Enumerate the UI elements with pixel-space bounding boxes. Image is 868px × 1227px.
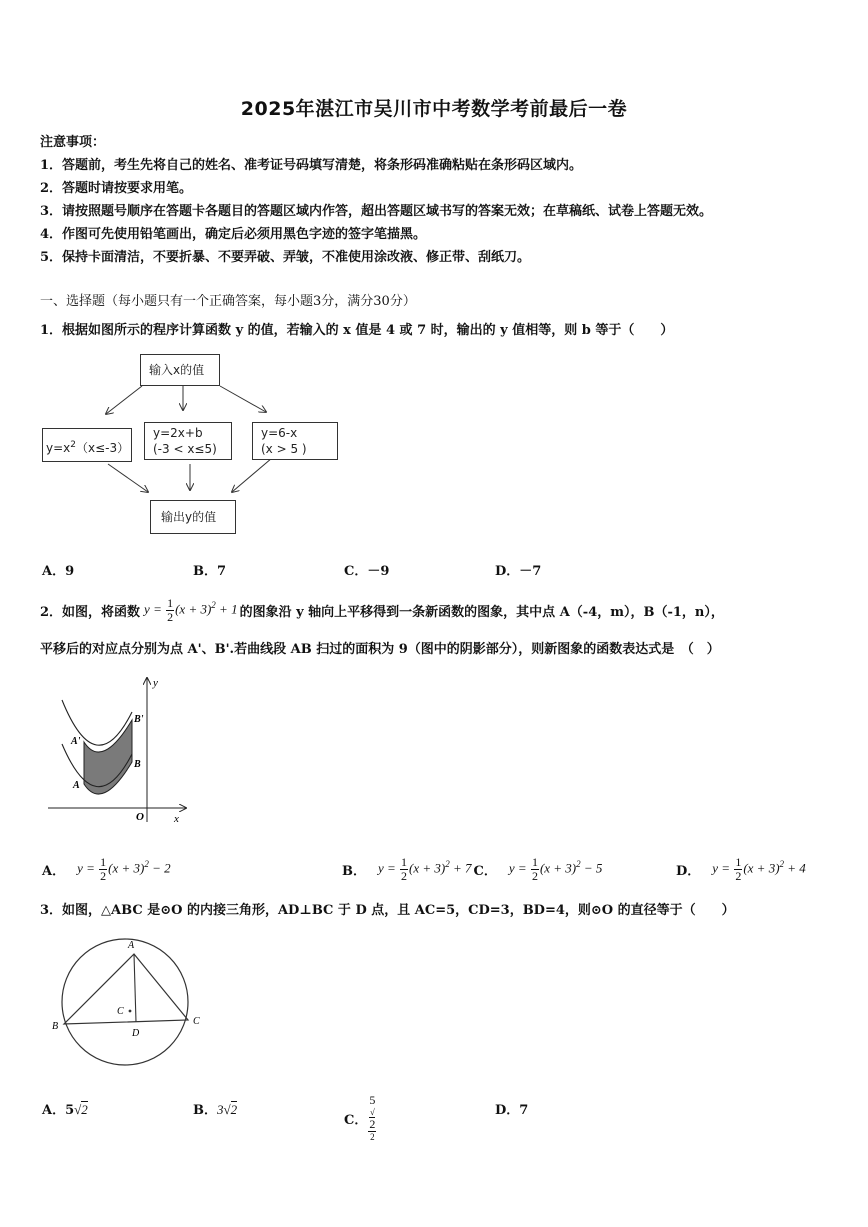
q3-figure-svg <box>50 934 220 1074</box>
triangle-abc <box>64 954 188 1024</box>
expr-frac <box>531 856 539 883</box>
origin-label: O <box>136 811 144 823</box>
frac-denominator: 2 <box>735 869 742 883</box>
q2-func-y: y = <box>144 601 162 617</box>
point-b-label: B <box>134 759 141 770</box>
point-a-prime-label: A' <box>71 736 81 747</box>
coef: 5 <box>369 1093 376 1107</box>
vertex-b-label: B <box>52 1021 59 1032</box>
flow-right-cond: (x > 5 ) <box>261 442 307 456</box>
flow-output-label: 输出y的值 <box>161 510 217 524</box>
flow-right-func: y=6-x <box>261 426 298 440</box>
frac-denominator: 2 <box>401 869 408 883</box>
sqrt-symbol: √ <box>74 1102 82 1117</box>
expr-tail: + 7 <box>449 860 472 876</box>
q2-option-a <box>42 856 171 883</box>
flow-input-label: 输入x的值 <box>149 363 205 377</box>
q2-func-body: (x + 3) <box>175 601 212 617</box>
expr-body: (x + 3) <box>539 860 577 876</box>
sqrt-symbol: √ <box>223 1102 231 1117</box>
note-item: 1．答题前，考生先将自己的姓名、准考证号码填写清楚，将条形码准确粘贴在条形码区域内。 <box>40 158 583 173</box>
q1-option-c: C．－9 <box>344 564 390 579</box>
option-label: C． <box>344 1112 368 1128</box>
frac-numerator: 1 <box>100 855 107 869</box>
expr-frac <box>734 856 742 883</box>
frac-denominator: 2 <box>167 610 174 624</box>
frac-denominator: 2 <box>531 869 538 883</box>
q3-option-d <box>495 1099 528 1118</box>
frac-denominator: 2 <box>370 1132 375 1142</box>
option-expression <box>378 856 472 883</box>
x-axis-label: x <box>174 813 179 825</box>
point-a-label: A <box>73 780 80 791</box>
flow-mid-box <box>144 422 232 460</box>
q3-option-a <box>42 1099 88 1118</box>
note-item: 2．答题时请按要求用笔。 <box>40 181 193 196</box>
note-item: 4．作图可先使用铅笔画出，确定后必须用黑色字迹的签字笔描黑。 <box>40 227 427 242</box>
flow-right-box <box>252 422 338 460</box>
expr-tail: − 2 <box>148 860 171 876</box>
expr-exp: 2 <box>779 859 785 870</box>
option-coefficient: 5 <box>65 1103 75 1118</box>
option-expression <box>77 856 171 883</box>
q1-option-d: D．－7 <box>495 564 542 579</box>
q2-func-exp: 2 <box>211 600 216 611</box>
option-value: 7 <box>519 1103 529 1118</box>
notes-heading: 注意事项： <box>40 135 106 150</box>
vertex-c-label: C <box>193 1016 200 1027</box>
expr-y: y = <box>508 860 527 876</box>
flow-left-box <box>42 428 132 462</box>
radicand: 2 <box>81 1102 88 1117</box>
radicand: 2 <box>369 1117 376 1131</box>
flow-left-exp: 2 <box>70 440 76 450</box>
expr-body: (x + 3) <box>743 860 780 876</box>
foot-d-label: D <box>132 1028 140 1039</box>
q2-func-frac <box>166 597 174 624</box>
flow-input-box <box>140 354 220 386</box>
radicand: 2 <box>230 1102 238 1117</box>
page-title: 2025年湛江市吴川市中考数学考前最后一卷 <box>240 98 628 120</box>
shaded-region <box>84 720 132 794</box>
expr-exp: 2 <box>144 859 149 870</box>
q2-stem-pre: 2．如图，将函数 <box>40 605 141 620</box>
flow-left-func: y=x <box>46 441 71 455</box>
question-3-stem: 3．如图，△ABC 是⊙O 的内接三角形，AD⊥BC 于 D 点，且 AC=5，CD=3，BD=4，则⊙O 的直径等于（ ） <box>40 903 735 918</box>
flow-mid-func: y=2x+b <box>153 426 203 440</box>
expr-frac <box>400 856 408 883</box>
center-point <box>129 1010 132 1013</box>
note-item: 5．保持卡面清洁，不要折暴、不要弄破、弄皱，不准使用涂改液、修正带、刮纸刀。 <box>40 250 531 265</box>
expr-frac <box>99 856 107 883</box>
option-expression <box>509 856 603 883</box>
altitude-ad <box>134 954 136 1022</box>
option-label: D． <box>495 1103 520 1118</box>
expr-body: (x + 3) <box>409 860 446 876</box>
y-axis-label: y <box>153 677 158 689</box>
option-label: B． <box>342 864 366 879</box>
frac-numerator: 1 <box>531 855 538 869</box>
center-label: C <box>117 1006 124 1017</box>
q2-option-d <box>676 856 806 883</box>
expr-y: y = <box>77 860 95 876</box>
expr-exp: 2 <box>445 859 450 870</box>
note-item: 3．请按照题号顺序在答题卡各题目的答题区域内作答，超出答题区域书写的答案无效；在草稿纸、试卷上答题无效。 <box>40 204 713 219</box>
frac-numerator: 1 <box>401 855 408 869</box>
q2-graph <box>40 672 200 832</box>
q1-option-b: B．7 <box>193 564 227 579</box>
circle-o <box>62 939 188 1065</box>
expr-tail: − 5 <box>580 860 603 876</box>
expr-y: y = <box>712 860 731 876</box>
option-coefficient: 3 <box>217 1102 224 1117</box>
expr-tail: + 4 <box>784 860 806 876</box>
option-fraction <box>368 1094 376 1142</box>
frac-numerator: 5 √ 2 <box>369 1093 376 1131</box>
question-1-stem: 1．根据如图所示的程序计算函数 y 的值，若输入的 x 值是 4 或 7 时，输出的 y 值相等，则 b 等于（ ） <box>40 323 674 338</box>
frac-numerator: 1 <box>735 855 742 869</box>
question-2-stem-line2: 平移后的对应点分别为点 A'、B'.若曲线段 AB 扫过的面积为 9（图中的阴影部分），则新图象的函数表达式是 （ ） <box>40 642 720 657</box>
q2-graph-svg <box>40 672 200 832</box>
option-label: D． <box>676 864 701 879</box>
q2-func-tail: + 1 <box>215 601 238 617</box>
q1-option-a: A．9 <box>42 564 75 579</box>
question-2-stem <box>40 597 724 624</box>
section-heading: 一、选择题（每小题只有一个正确答案，每小题3分，满分30分） <box>40 294 416 309</box>
frac-denominator: 2 <box>100 869 107 883</box>
q3-figure <box>50 934 220 1074</box>
point-b-prime-label: B' <box>134 714 144 725</box>
option-expression <box>712 856 806 883</box>
frac-numerator: 1 <box>167 596 174 610</box>
vertex-a-label: A <box>128 940 135 951</box>
q3-option-b <box>193 1099 237 1118</box>
q3-option-c <box>344 1094 377 1142</box>
expr-y: y = <box>378 860 396 876</box>
q2-stem-post: 的图象沿 y 轴向上平移得到一条新函数的图象，其中点 A（-4，m），B（-1，n）， <box>239 605 724 620</box>
flow-output-box <box>150 500 236 534</box>
q2-function <box>144 597 238 624</box>
option-label: B． <box>193 1103 217 1118</box>
expr-exp: 2 <box>576 859 581 870</box>
option-label: A． <box>42 1103 66 1118</box>
flow-mid-cond: (-3 < x≤5) <box>153 442 217 456</box>
q2-option-b <box>342 856 602 883</box>
expr-body: (x + 3) <box>108 860 145 876</box>
flow-left-cond: （x≤-3） <box>76 441 130 455</box>
option-label: C． <box>473 864 497 879</box>
option-label: A． <box>42 864 66 879</box>
q1-flowchart <box>40 352 350 542</box>
